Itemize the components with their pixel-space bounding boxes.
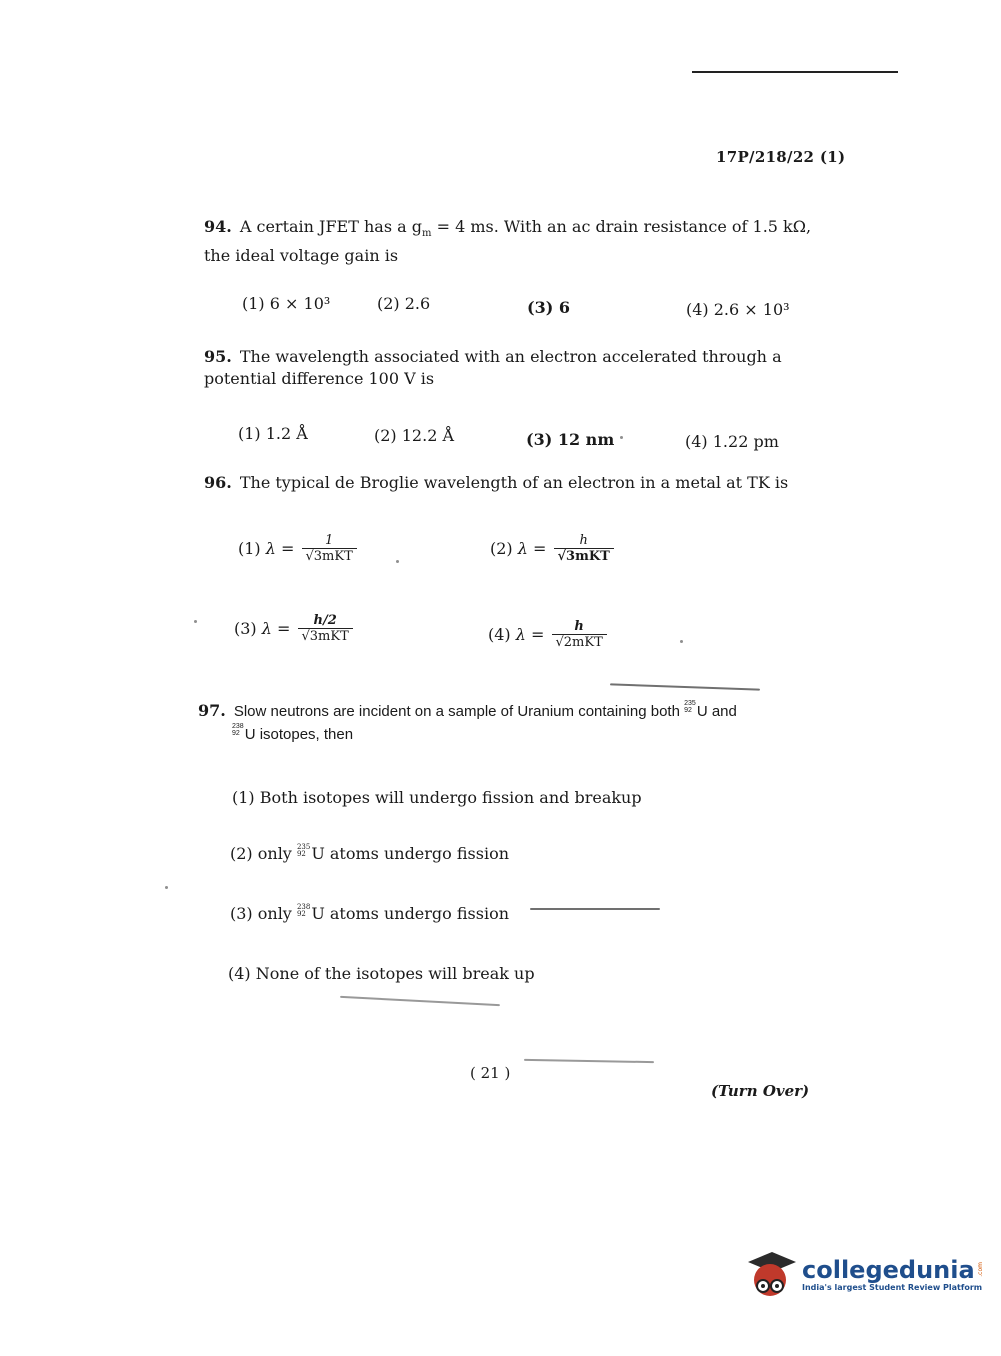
scan-smudge	[524, 1059, 654, 1063]
option-94-1: (1) 6 × 10³	[242, 294, 331, 313]
option-97-2: (2) only 235 92 U atoms undergo fission	[230, 843, 510, 863]
question-number: 96.	[204, 473, 232, 492]
question-text: The typical de Broglie wavelength of an electron in a metal at TK is	[239, 473, 789, 492]
brand-domain-suffix: .com	[976, 1262, 984, 1277]
page-number: ( 21 )	[470, 1064, 511, 1082]
mascot-icon	[742, 1246, 798, 1302]
option-96-2: (2) λ = $\frac{h}{\text{√3mKT}}$	[490, 534, 614, 565]
option-96-4: (4) λ = $\frac{h}{\text{√2mKT}}$	[488, 620, 607, 651]
scan-dot	[194, 620, 197, 623]
question-text: Slow neutrons are incident on a sample of Uranium containing both 235 92 U and 238 92 U isotopes, then	[232, 700, 737, 743]
question-text: A certain JFET has a $g_m = 4$ ms. With an ac drain resistance of 1.5 kΩ, the ideal voltage gain is	[204, 217, 812, 266]
option-97-4: (4) None of the isotopes will break up	[228, 964, 535, 983]
top-rule	[692, 71, 898, 73]
question-94	[204, 216, 820, 267]
turn-over-note: (Turn Over)	[711, 1082, 810, 1100]
option-95-1: (1) 1.2 Å	[238, 424, 308, 443]
question-text: The wavelength associated with an electron accelerated through a potential difference 100 V is	[204, 347, 782, 388]
option-96-1: (1) λ = $\frac{1}{\text{√3mKT}}$	[238, 534, 357, 565]
scan-smudge	[340, 996, 500, 1006]
question-number: 94.	[204, 217, 232, 236]
scan-smudge	[610, 683, 760, 690]
question-96	[204, 472, 820, 494]
option-94-4: (4) 2.6 × 10³	[686, 300, 790, 319]
option-96-3: (3) λ = $\frac{h/2}{\text{√3mKT}}$	[234, 614, 353, 645]
scan-smudge	[530, 908, 660, 910]
option-95-4: (4) 1.22 pm	[685, 432, 779, 451]
scan-dot	[680, 640, 683, 643]
brand-tagline: India's largest Student Review Platform	[802, 1282, 983, 1292]
option-94-3: (3) 6	[527, 298, 570, 317]
brand-logo	[742, 1246, 984, 1302]
option-97-1: (1) Both isotopes will undergo fission and breakup	[232, 788, 642, 807]
option-97-3: (3) only 238 92 U atoms undergo fission	[230, 903, 510, 923]
scan-dot	[620, 436, 623, 439]
brand-name: collegedunia	[802, 1255, 975, 1284]
question-97	[198, 700, 820, 746]
scan-dot	[165, 886, 168, 889]
question-number: 95.	[204, 347, 232, 366]
option-94-2: (2) 2.6	[377, 294, 431, 313]
paper-code: 17P/218/22 (1)	[716, 148, 846, 166]
scan-dot	[396, 560, 399, 563]
question-number: 97.	[198, 701, 226, 720]
option-95-2: (2) 12.2 Å	[374, 426, 455, 445]
question-95	[204, 346, 820, 390]
option-95-3: (3) 12 nm	[526, 430, 615, 449]
